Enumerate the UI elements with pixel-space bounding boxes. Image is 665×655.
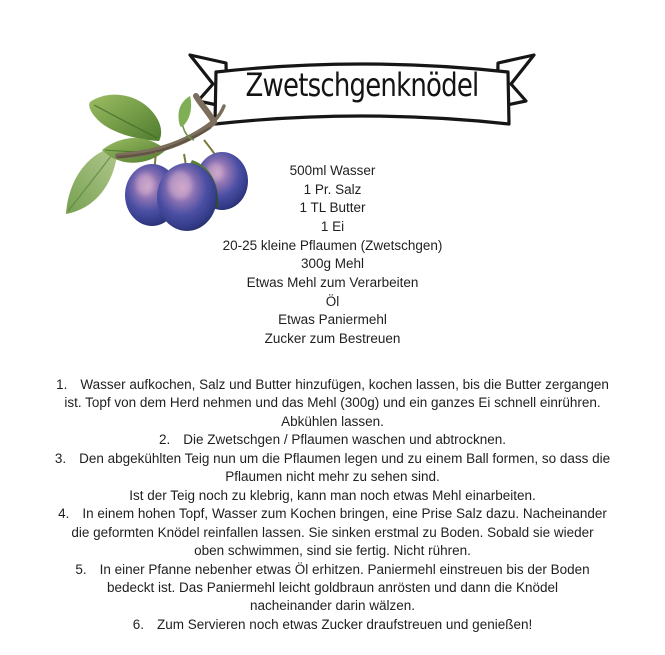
- instruction-line: Pflaumen nicht mehr zu sehen sind.: [225, 469, 440, 485]
- ingredient-line: 1 Pr. Salz: [303, 181, 362, 197]
- instruction-line: [32, 561, 633, 579]
- instruction-number: 2.: [159, 432, 171, 448]
- ingredient-line: Öl: [325, 293, 340, 309]
- ingredient-line: Etwas Mehl zum Verarbeiten: [246, 274, 419, 290]
- instruction-text: Zum Servieren noch etwas Zucker draufstreuen und genießen!: [157, 616, 533, 632]
- instruction-line: [32, 450, 633, 468]
- ingredient-line: 20-25 kleine Pflaumen (Zwetschgen): [222, 237, 443, 253]
- ingredient-line: 1 Ei: [320, 218, 345, 234]
- ingredient-line: Zucker zum Bestreuen: [264, 330, 401, 346]
- instruction-text: Den abgekühlten Teig nun um die Pflaumen legen und zu einem Ball formen, so dass die: [79, 450, 611, 466]
- instruction-line: [32, 505, 633, 523]
- ingredient-line: 1 TL Butter: [299, 200, 366, 216]
- instruction-line: Ist der Teig noch zu klebrig, kann man noch etwas Mehl einarbeiten.: [129, 487, 536, 503]
- instruction-text: In einem hohen Topf, Wasser zum Kochen bringen, eine Prise Salz dazu. Nacheinander: [82, 506, 607, 522]
- instruction-line: Abkühlen lassen.: [281, 413, 384, 429]
- ingredients-list: [0, 162, 665, 349]
- instruction-line: [32, 616, 633, 634]
- instruction-number: 3.: [54, 450, 67, 466]
- instruction-line: die geformten Knödel reinfallen lassen. Sie sinken erstmal zu Boden. Sobald sie wieder: [71, 524, 594, 540]
- ingredient-line: 500ml Wasser: [289, 163, 376, 178]
- instruction-text: Wasser aufkochen, Salz und Butter hinzufügen, kochen lassen, bis die Butter zergangen: [80, 377, 609, 392]
- ingredient-line: 300g Mehl: [300, 256, 365, 272]
- ingredient-line: Etwas Paniermehl: [278, 312, 387, 328]
- instruction-number: 6.: [132, 616, 145, 632]
- instructions-list: [32, 376, 633, 634]
- instruction-number: 4.: [58, 506, 70, 522]
- leaf-sprout: [178, 96, 191, 127]
- instruction-line: [32, 431, 633, 449]
- instruction-line: [32, 376, 633, 394]
- instruction-text: Die Zwetschgen / Pflaumen waschen und abtrocknen.: [183, 432, 506, 448]
- instruction-text: In einer Pfanne nebenher etwas Öl erhitzen. Paniermehl einstreuen bis der Boden: [99, 561, 590, 577]
- branch-stub: [215, 106, 224, 120]
- instruction-line: ist. Topf von dem Herd nehmen und das Mehl (300g) und ein ganzes Ei schnell einrühren.: [64, 395, 601, 411]
- instruction-number: 5.: [75, 561, 87, 577]
- instruction-line: nacheinander darin wälzen.: [249, 598, 416, 614]
- instruction-number: 1.: [56, 377, 68, 392]
- instruction-line: oben schwimmen, sind sie fertig. Nicht rühren.: [194, 543, 471, 559]
- instruction-line: bedeckt ist. Das Paniermehl leicht goldbraun anrösten und dann die Knödel: [106, 579, 559, 595]
- recipe-title: Zwetschgenknödel: [245, 67, 479, 105]
